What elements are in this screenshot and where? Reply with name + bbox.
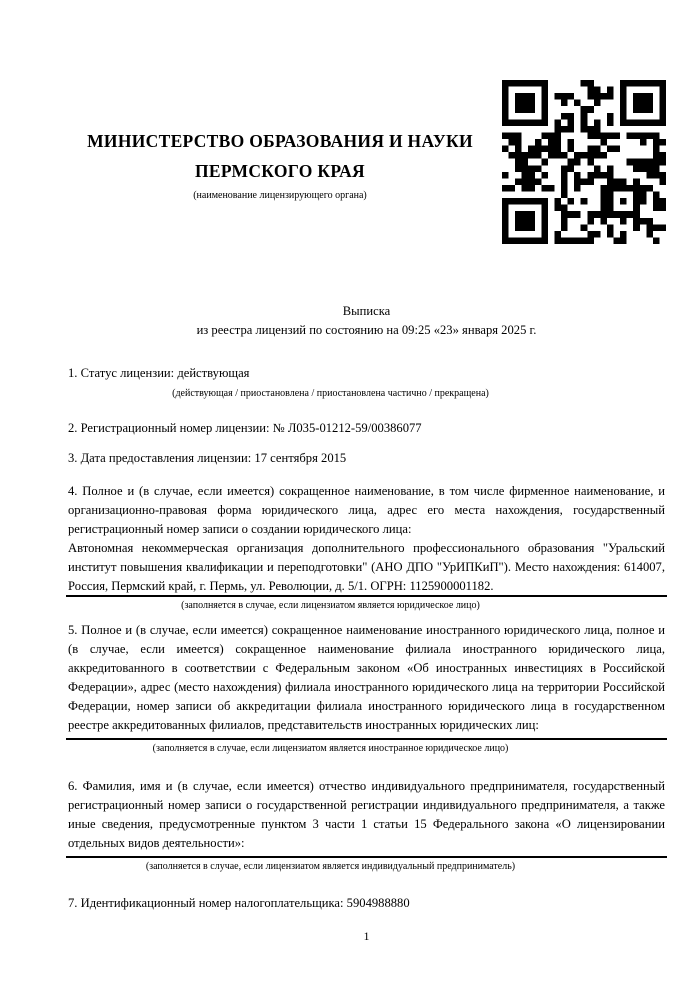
page-number: 1	[363, 929, 370, 943]
field-foreign-entity-caption: (заполняется в случае, если лицензиатом является иностранное юридическое лицо)	[152, 743, 509, 754]
ministry-caption: (наименование лицензирующего органа)	[193, 190, 367, 201]
field-license-status-caption: (действующая / приостановлена / приостановлена частично / прекращена)	[172, 388, 489, 399]
fill-in-rule-foreign-entity	[66, 738, 667, 740]
document-title-line2: из реестра лицензий по состоянию на 09:25 «23» января 2025 г.	[196, 323, 537, 337]
field-license-status: 1. Статус лицензии: действующая	[68, 366, 250, 380]
licensing-authority-header	[68, 126, 492, 203]
fill-in-rule-individual	[66, 856, 667, 858]
ministry-name-line1: МИНИСТЕРСТВО ОБРАЗОВАНИЯ И НАУКИ	[87, 131, 473, 151]
qr-code	[502, 80, 666, 244]
field-taxpayer-id: 7. Идентификационный номер налогоплательщика: 5904988880	[68, 896, 410, 910]
qr-code-image	[502, 80, 666, 244]
ministry-name-line2: ПЕРМСКОГО КРАЯ	[195, 161, 365, 181]
field-legal-entity-label: 4. Полное и (в случае, если имеется) сокращенное наименование, в том числе фирменное наименование, и организационно-правовая форма юридического лица, адрес его места нахождения, государственный регистрационный номер записи о создании юридического лица:	[68, 484, 665, 536]
field-registration-number: 2. Регистрационный номер лицензии: № Л035-01212-59/00386077	[68, 421, 422, 435]
field-legal-entity-caption: (заполняется в случае, если лицензиатом является юридическое лицо)	[181, 600, 480, 611]
field-individual-caption: (заполняется в случае, если лицензиатом является индивидуальный предприниматель)	[145, 861, 516, 872]
field-individual-label: 6. Фамилия, имя и (в случае, если имеется) отчество индивидуального предпринимателя, государственный регистрационный номер записи о государственной регистрации индивидуального предпринимателя, а также иные сведения, предусмотренные пунктом 3 части 1 статьи 15 Федерального закона «О лицензировании отдельных видов деятельности»:	[68, 779, 665, 850]
document-title-line1: Выписка	[342, 304, 391, 318]
field-grant-date: 3. Дата предоставления лицензии: 17 сентября 2015	[68, 451, 347, 465]
document-title	[68, 302, 665, 340]
field-legal-entity-value: Автономная некоммерческая организация дополнительного профессионального образования "Уральский институт повышения квалификации и переподготовки" (АНО ДПО "УрИПКиП"). Место нахождения: 614007, Россия, Пермский край, г. Пермь, ул. Революции, д. 5/1. ОГРН: 1125900001182.	[68, 541, 665, 593]
fill-in-rule-legal-entity	[66, 595, 667, 597]
field-foreign-entity-label: 5. Полное и (в случае, если имеется) сокращенное наименование иностранного юридического лица, полное и (в случае, если имеется) сокращенное наименование филиала иностранного юридического лица, аккредитованного в соответствии с Федеральным законом «Об иностранных инвестициях в Российской Федерации», адрес (место нахождения) филиала иностранного юридического лица на территории Российской Федерации, номер записи об аккредитации филиала иностранного юридического лица в государственном реестре аккредитованных филиалов, представительств иностранных юридических лиц:	[68, 623, 665, 732]
